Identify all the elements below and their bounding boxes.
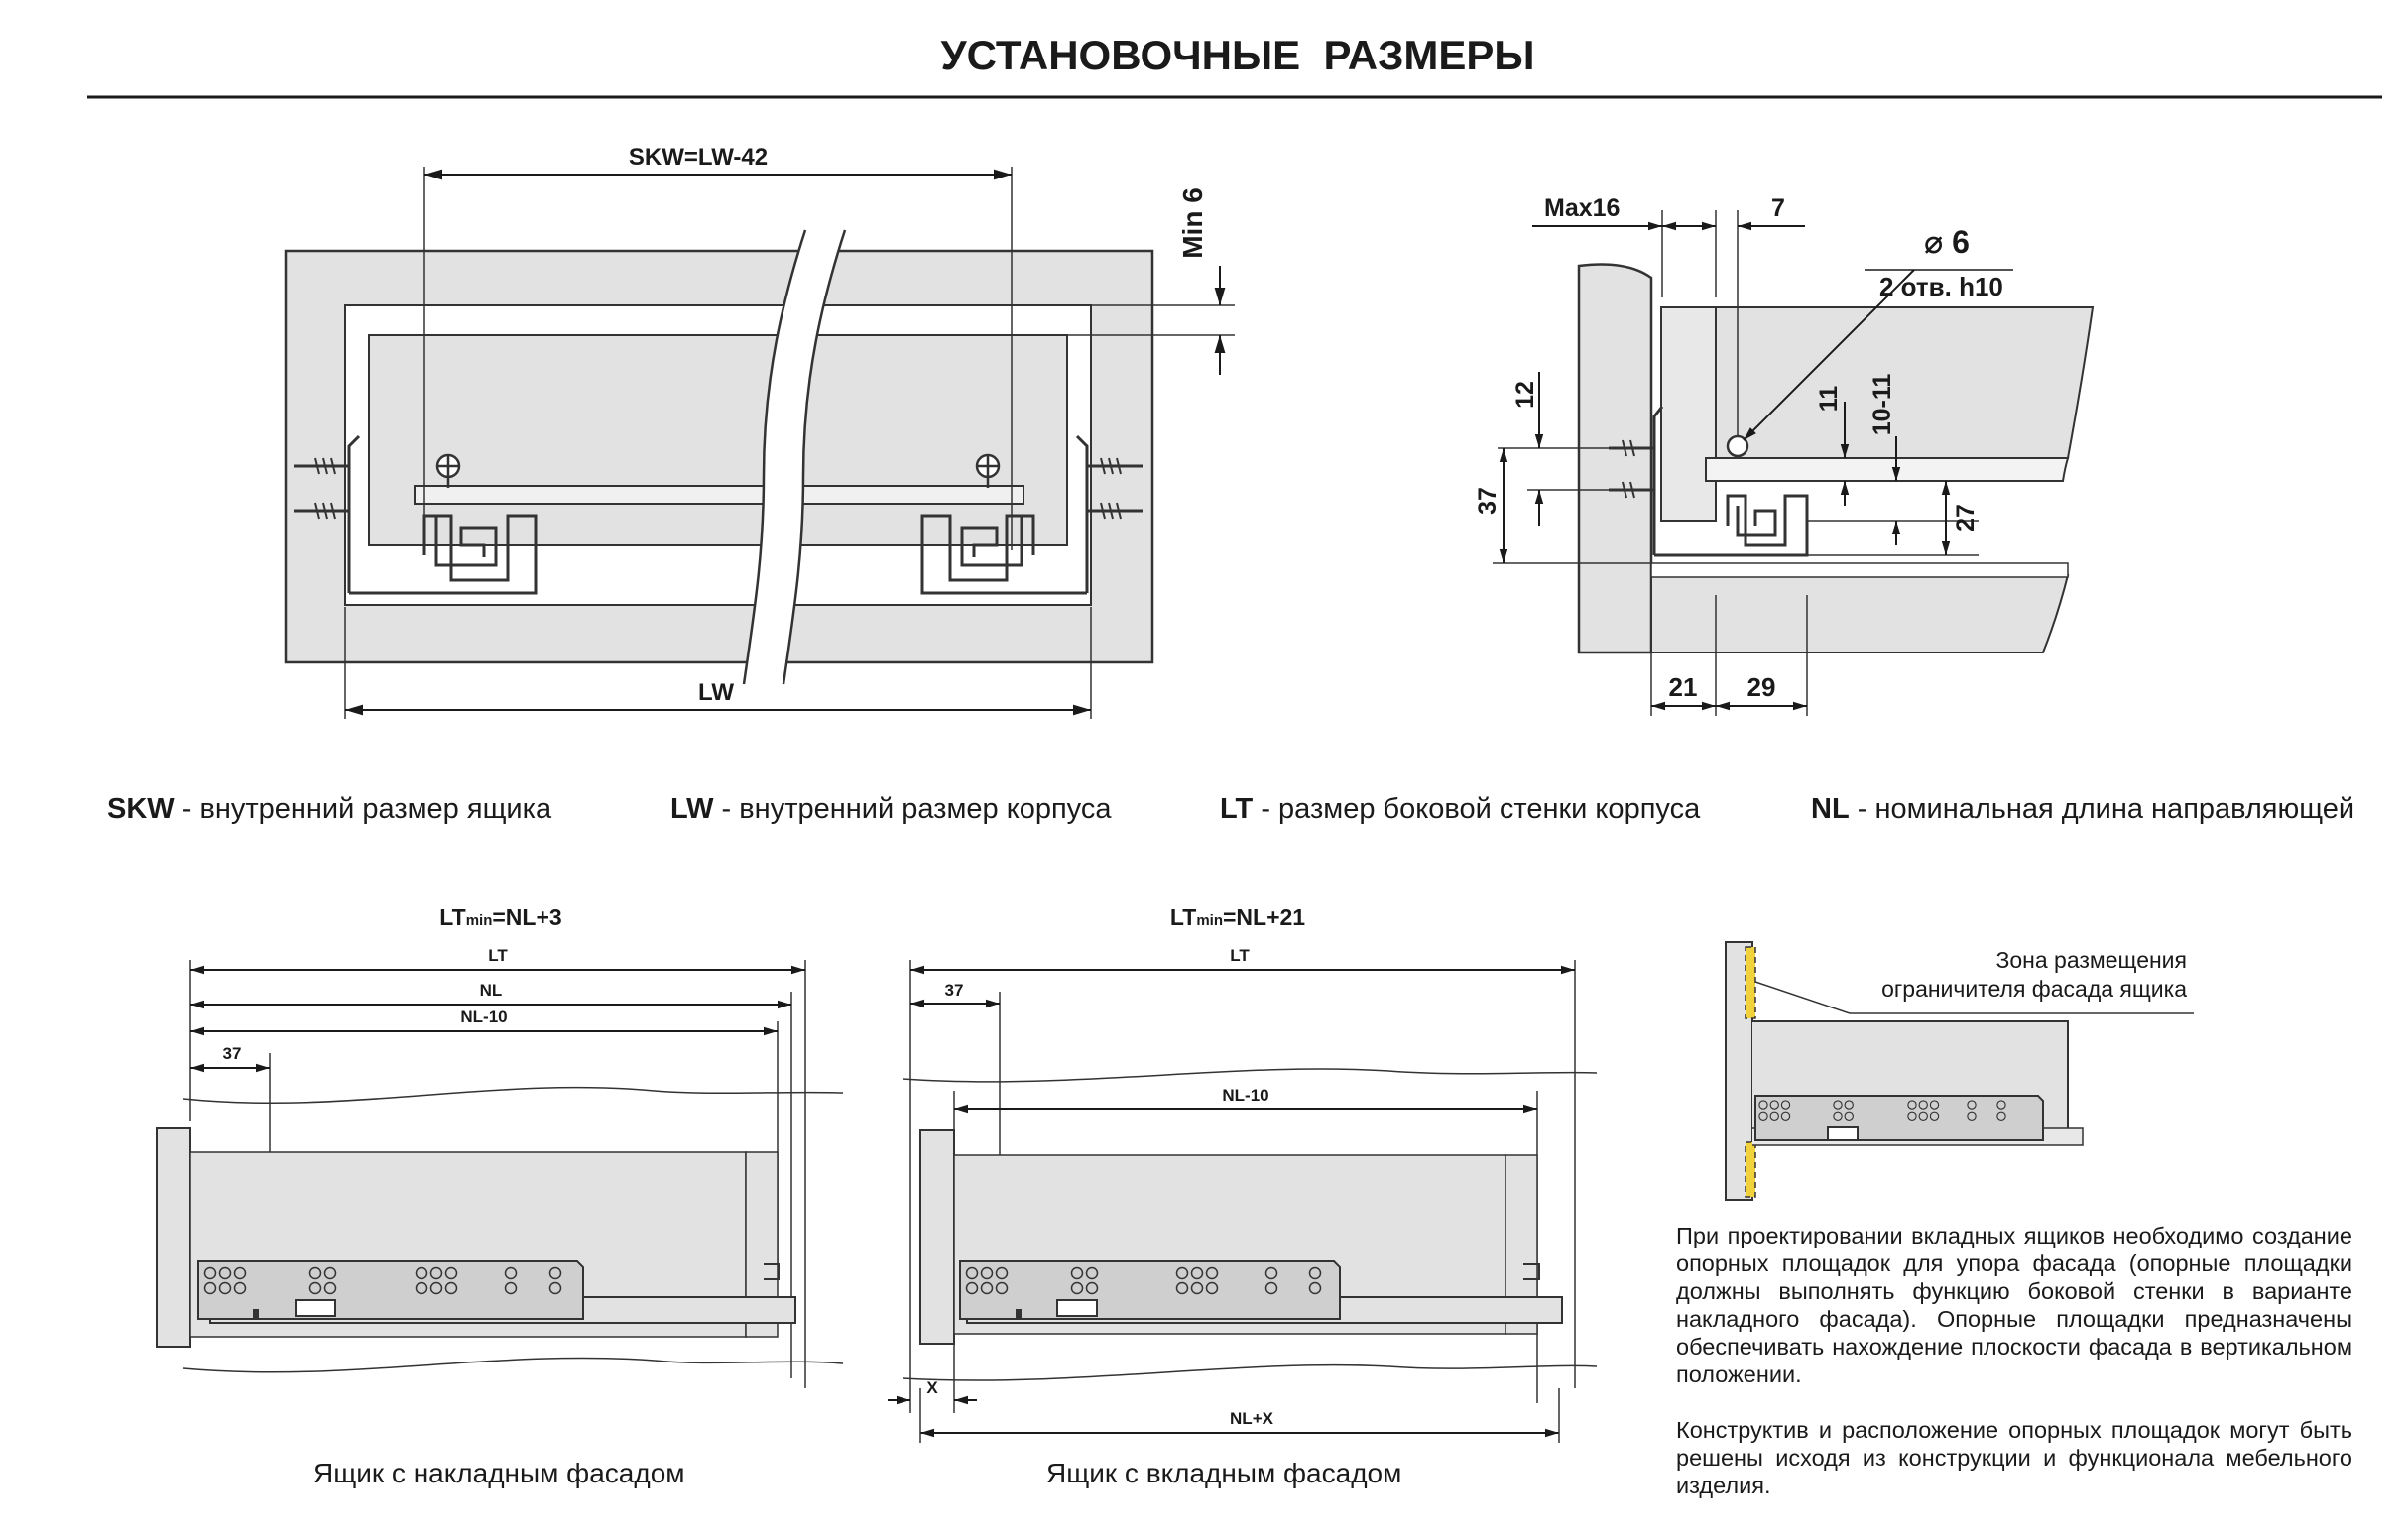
floor-strip <box>1651 563 2068 577</box>
inset-lt-label: LT <box>1230 946 1250 965</box>
dim-11-label: 11 <box>1815 385 1843 413</box>
stopper-runner <box>1755 1096 2043 1140</box>
inset-x-label: X <box>926 1378 938 1397</box>
inset-front-panel <box>920 1130 954 1344</box>
side-wall-detail <box>1474 194 2093 716</box>
stopper-zone-bottom <box>1746 1142 1755 1197</box>
overlay-drawer-caption: Ящик с накладным фасадом <box>313 1458 685 1488</box>
legend-nl-text: - номинальная длина направляющей <box>1849 793 2355 825</box>
overlay-formula: LTmin=NL+3 <box>439 904 562 930</box>
dim-12-label: 12 <box>1511 381 1539 409</box>
legend-lw-key: LW <box>670 793 714 825</box>
overlay-front-panel <box>157 1128 190 1347</box>
lw-label: LW <box>698 679 734 706</box>
hole-spec-label: 2 отв. h10 <box>1879 272 2003 301</box>
notes-paragraph-1: При проектировании вкладных ящиков необходимо создание опорных площадок для упора фасада (опорные площадки должны выполнять функцию боковой стенки в варианте накладного фасада). Опорные площадки предназначены обеспечивать нахождение плоскости фасада в вертикальном положении. <box>1676 1223 2352 1387</box>
dim-21-label: 21 <box>1668 672 1698 702</box>
overlay-nl-label: NL <box>479 981 503 1000</box>
overlay-37-label: 37 <box>222 1044 242 1063</box>
dim-27-label: 27 <box>1952 504 1980 532</box>
overlay-runner <box>198 1261 583 1319</box>
legend-nl-key: NL <box>1811 793 1850 825</box>
overlay-lt-label: LT <box>488 946 508 965</box>
drawer-body <box>369 335 1067 545</box>
stopper-zone-diagram <box>1726 942 2194 1200</box>
dim-10-11-label: 10-11 <box>1868 373 1896 436</box>
drawer-bottom-board <box>1706 458 2068 481</box>
inset-runner <box>960 1261 1340 1319</box>
legend-skw <box>107 793 551 826</box>
stopper-leader <box>1755 982 1850 1013</box>
cabinet-floor <box>1651 575 2068 652</box>
hole-diameter-label: ⌀ 6 <box>1924 224 1970 260</box>
inset-37-label: 37 <box>944 981 964 1000</box>
drawer-side-board <box>1661 307 1716 521</box>
legend-lw <box>670 793 1111 826</box>
dim-29-label: 29 <box>1746 672 1776 702</box>
inset-formula: LTmin=NL+21 <box>1169 904 1306 930</box>
page-title: УСТАНОВОЧНЫЕ РАЗМЕРЫ <box>940 32 1535 78</box>
legend-nl <box>1811 793 2354 826</box>
stopper-label-line2: ограничителя фасада ящика <box>1881 976 2187 1002</box>
inset-nl10-label: NL-10 <box>1222 1086 1269 1105</box>
inset-drawer-caption: Ящик с вкладным фасадом <box>1046 1458 1402 1488</box>
overlay-drawer-diagram <box>157 904 843 1388</box>
max16-label: Max16 <box>1544 194 1621 222</box>
skw-formula-label: SKW=LW-42 <box>628 144 769 171</box>
min-gap-label: Min 6 <box>1177 187 1208 259</box>
overlay-nl10-label: NL-10 <box>460 1007 508 1026</box>
inset-nlx-label: NL+X <box>1230 1409 1273 1428</box>
side-wall <box>1579 265 1651 653</box>
legend-lt-key: LT <box>1220 793 1254 825</box>
inset-drawer-diagram <box>888 904 1597 1443</box>
cabinet-cross-section <box>286 144 1235 719</box>
offset-7-label: 7 <box>1771 194 1785 222</box>
stopper-zone-top <box>1746 947 1755 1018</box>
legend-lt <box>1220 793 1700 826</box>
legend-skw-text: - внутренний размер ящика <box>174 793 552 825</box>
stopper-label-line1: Зона размещения <box>1995 947 2187 973</box>
dim-37-label: 37 <box>1474 487 1502 515</box>
drawer-bottom-panel <box>415 486 1023 504</box>
legend-lt-text: - размер боковой стенки корпуса <box>1253 793 1701 825</box>
notes-paragraph-2: Конструктив и расположение опорных площадок могут быть решены исходя из конструкции и функционала мебельного изделия. <box>1676 1417 2352 1498</box>
legend-skw-key: SKW <box>107 793 175 825</box>
legend-lw-text: - внутренний размер корпуса <box>713 793 1112 825</box>
